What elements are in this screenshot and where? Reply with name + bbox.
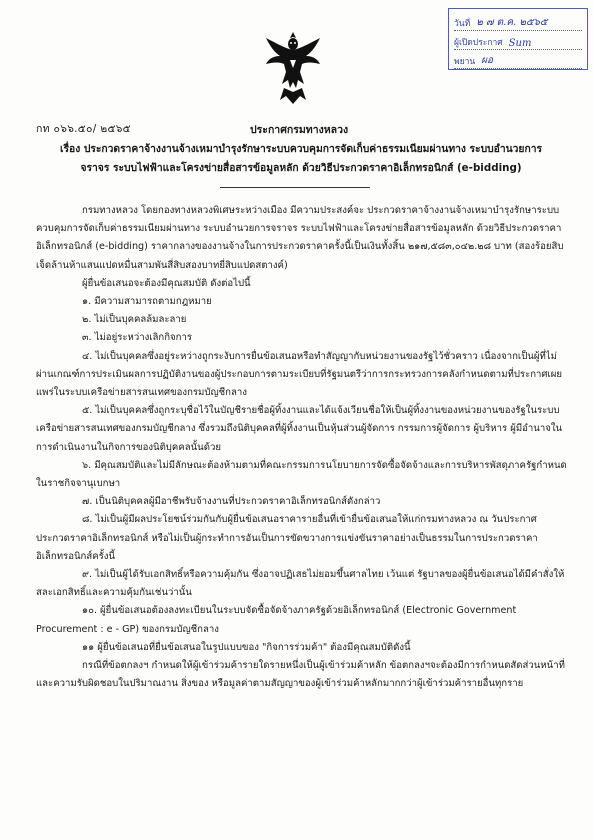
qualification-item: ๓. ไม่อยู่ระหว่างเลิกกิจการ [82, 332, 193, 344]
stamp-by-row [454, 50, 582, 69]
issuing-agency: ประกาศกรมทางหลวง [250, 124, 349, 136]
stamp-received-value: Sum [508, 38, 532, 49]
stamp-received-row [454, 31, 582, 50]
stamp-by-value: ผอ [481, 55, 494, 66]
qualification-intro: ผู้ยื่นข้อเสนอจะต้องมีคุณสมบัติ ดังต่อไปนี้ [82, 277, 251, 289]
stamp-by-label: พยาน [454, 57, 476, 67]
subject-line-1: เรื่อง ประกวดราคาจ้างงานจ้างเหมาบำรุงรักษาระบบควบคุมการจัดเก็บค่าธรรมเนียมผ่านทาง ระบบอำนวยการ [59, 143, 543, 155]
announcement-body [36, 202, 568, 693]
qualification-item: ๖. มีคุณสมบัติและไม่มีลักษณะต้องห้ามตามที่คณะกรรมการนโยบายการจัดซื้อจัดจ้างและการบริหารพัสดุภาครัฐกำหนดในราชกิจจานุเบกษา [36, 459, 567, 490]
reference-number: กท ๐๖๖.๕๐/ ๒๕๖๕ [36, 123, 131, 135]
qualification-item: ๑๑ ผู้ยื่นข้อเสนอที่ยื่นข้อเสนอในรูปแบบของ "กิจการร่วมค้า" ต้องมีคุณสมบัติดังนี้ [82, 641, 411, 653]
closing-paragraph: กรณีที่ข้อตกลงฯ กำหนดให้ผู้เข้าร่วมค้ารายใดรายหนึ่งเป็นผู้เข้าร่วมค้าหลัก ข้อตกลงฯจะต้องมีการกำหนดสัดส่วนหน้าที่ และความรับผิดชอบในปริมาณงาน สิ่งของ หรือมูลค่าตามสัญญาของผู้เข้าร่วมค้าหลักมากกว่าผู้เข้าร่วมค้ารายอื่นทุกราย [36, 660, 565, 690]
stamp-date-row [454, 12, 582, 31]
intro-paragraph: กรมทางหลวง โดยกองทางหลวงพิเศษระหว่างเมือง มีความประสงค์จะ ประกวดราคาจ้างงานจ้างเหมาบำรุงรักษาระบบควบคุมการจัดเก็บค่าธรรมเนียมผ่านทาง ระบบอำนวยการจราจร ระบบไฟฟ้าและโครงข่ายสื่อสารข้อมูลหลัก ด้วยวิธีประกวดราคาอิเล็กทรอนิกส์ (e-bidding) ราคากลางของงานจ้างในการประกวดราคาครั้งนี้เป็นเงินทั้งสิ้น ๒๑๗,๕๘๓,๐๔๒.๒๘ บาท (สองร้อยสิบเจ็ดล้านห้าแสนแปดหมื่นสามพันสี่สิบสองบาทยี่สิบแปดสตางค์) [36, 205, 564, 271]
header-divider [220, 187, 370, 188]
qualification-item: ๗. เป็นนิติบุคคลผู้มีอาชีพรับจ้างงานที่ประกวดราคาอิเล็กทรอนิกส์ดังกล่าว [82, 496, 381, 508]
stamp-date-value: ๒ ๗ ต.ค. ๒๕๖๕ [476, 17, 548, 28]
subject-block [36, 140, 566, 178]
qualification-item: ๕. ไม่เป็นบุคคลซึ่งถูกระบุชื่อไว้ในบัญชีรายชื่อผู้ทิ้งงานและได้แจ้งเวียนชื่อให้เป็นผู้ทิ้งงานของหน่วยงานของรัฐในระบบเครือข่ายสารสนเทศของกรมบัญชีกลาง ซึ่งรวมถึงนิติบุคคลที่ผู้ทิ้งงานเป็นหุ้นส่วนผู้จัดการ กรรมการผู้จัดการ ผู้บริหาร ผู้มีอำนาจในการดำเนินงานในกิจการของนิติบุคคลนั้นด้วย [36, 405, 563, 453]
qualification-item: ๒. ไม่เป็นบุคคลล้มละลาย [82, 314, 187, 326]
qualification-item: ๘. ไม่เป็นผู้มีผลประโยชน์ร่วมกันกับผู้ยื่นข้อเสนอราคารายอื่นที่เข้ายื่นข้อเสนอให้แก่กรมทางหลวง ณ วันประกาศประกวดราคาอิเล็กทรอนิกส์ หรือไม่เป็นผู้กระทำการอันเป็นการขัดขวางการแข่งขันราคาอย่างเป็นธรรมในการประกวดราคาอิเล็กทรอนิกส์ครั้งนี้ [36, 514, 538, 562]
qualification-item: ๔. ไม่เป็นบุคคลซึ่งอยู่ระหว่างถูกระงับการยื่นข้อเสนอหรือทำสัญญากับหน่วยงานของรัฐไว้ชั่วคราว เนื่องจากเป็นผู้ที่ไม่ผ่านเกณฑ์การประเมินผลการปฏิบัติงานของผู้ประกอบการตามระเบียบที่รัฐมนตรีว่าการกระทรวงการคลังกำหนดตามที่ประกาศเผยแพร่ในระบบเครือข่ายสารสนเทศของกรมบัญชีกลาง [36, 350, 563, 399]
qualification-item: ๑. มีความสามารถตามกฎหมาย [82, 296, 212, 308]
garuda-emblem-icon [262, 28, 324, 108]
receipt-stamp [448, 8, 588, 70]
stamp-date-label: วันที่ [454, 19, 471, 29]
subject-line-2: จราจร ระบบไฟฟ้าและโครงข่ายสื่อสารข้อมูลหลัก ด้วยวิธีประกวดราคาอิเล็กทรอนิกส์ (e-bidding) [80, 162, 522, 174]
qualification-item: ๙. ไม่เป็นผู้ได้รับเอกสิทธิ์หรือความคุ้มกัน ซึ่งอาจปฏิเสธไม่ยอมขึ้นศาลไทย เว้นแต่ รัฐบาลของผู้ยื่นข้อเสนอได้มีคำสั่งให้สละเอกสิทธิ์และความคุ้มกันเช่นว่านั้น [36, 569, 565, 599]
stamp-received-label: ผู้เปิดประกาศ [454, 38, 503, 48]
qualification-item: ๑๐. ผู้ยื่นข้อเสนอต้องลงทะเบียนในระบบจัดซื้อจัดจ้างภาครัฐด้วยอิเล็กทรอนิกส์ (Electronic Government Procurement : e - GP) ของกรมบัญชีกลาง [36, 605, 517, 635]
